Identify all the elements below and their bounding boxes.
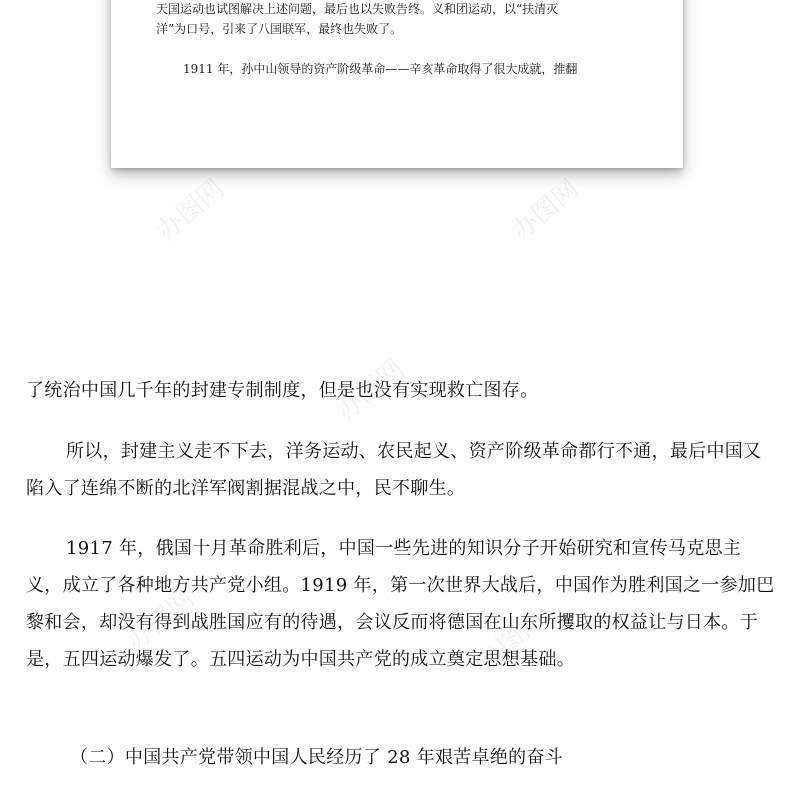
watermark: 办图网 — [331, 353, 411, 427]
paragraph: 1917 年，俄国十月革命胜利后，中国一些先进的知识分子开始研究和宣传马克思主义，成立了各种地方共产党小组。1919 年，第一次世界大战后，中国作为胜利国之一参加巴黎和会，却没有得到战胜国应有的待遇，会议反而将德国在山东所攫取的权益让与日本。于是，五四运动爆发了。五四运动为中国共产党的成立奠定思想基础。 — [26, 538, 775, 670]
quoted-page-card — [111, 0, 683, 168]
card-line: 1911 年，孙中山领导的资产阶级革命——辛亥革命取得了很大成就，推翻 — [183, 62, 578, 76]
section-heading: （二）中国共产党带领中国人民经历了 28 年艰苦卓绝的奋斗 — [70, 747, 564, 768]
watermark: 办图网 — [121, 583, 201, 657]
card-line: 天国运动也试图解决上述问题，最后也以失败告终。义和团运动，以“扶清灭 — [156, 2, 559, 16]
paragraph-continuation: 了统治中国几千年的封建专制制度，但是也没有实现救亡图存。 — [26, 380, 539, 401]
watermark: 办图网 — [471, 603, 551, 677]
card-line: 洋”为口号，引来了八国联军，最终也失败了。 — [156, 22, 403, 36]
watermark: 办图网 — [151, 173, 231, 247]
paragraph: 所以，封建主义走不下去，洋务运动、农民起义、资产阶级革命都行不通，最后中国又陷入了连绵不断的北洋军阀割据混战之中，民不聊生。 — [26, 441, 762, 499]
watermark: 办图网 — [506, 173, 586, 247]
